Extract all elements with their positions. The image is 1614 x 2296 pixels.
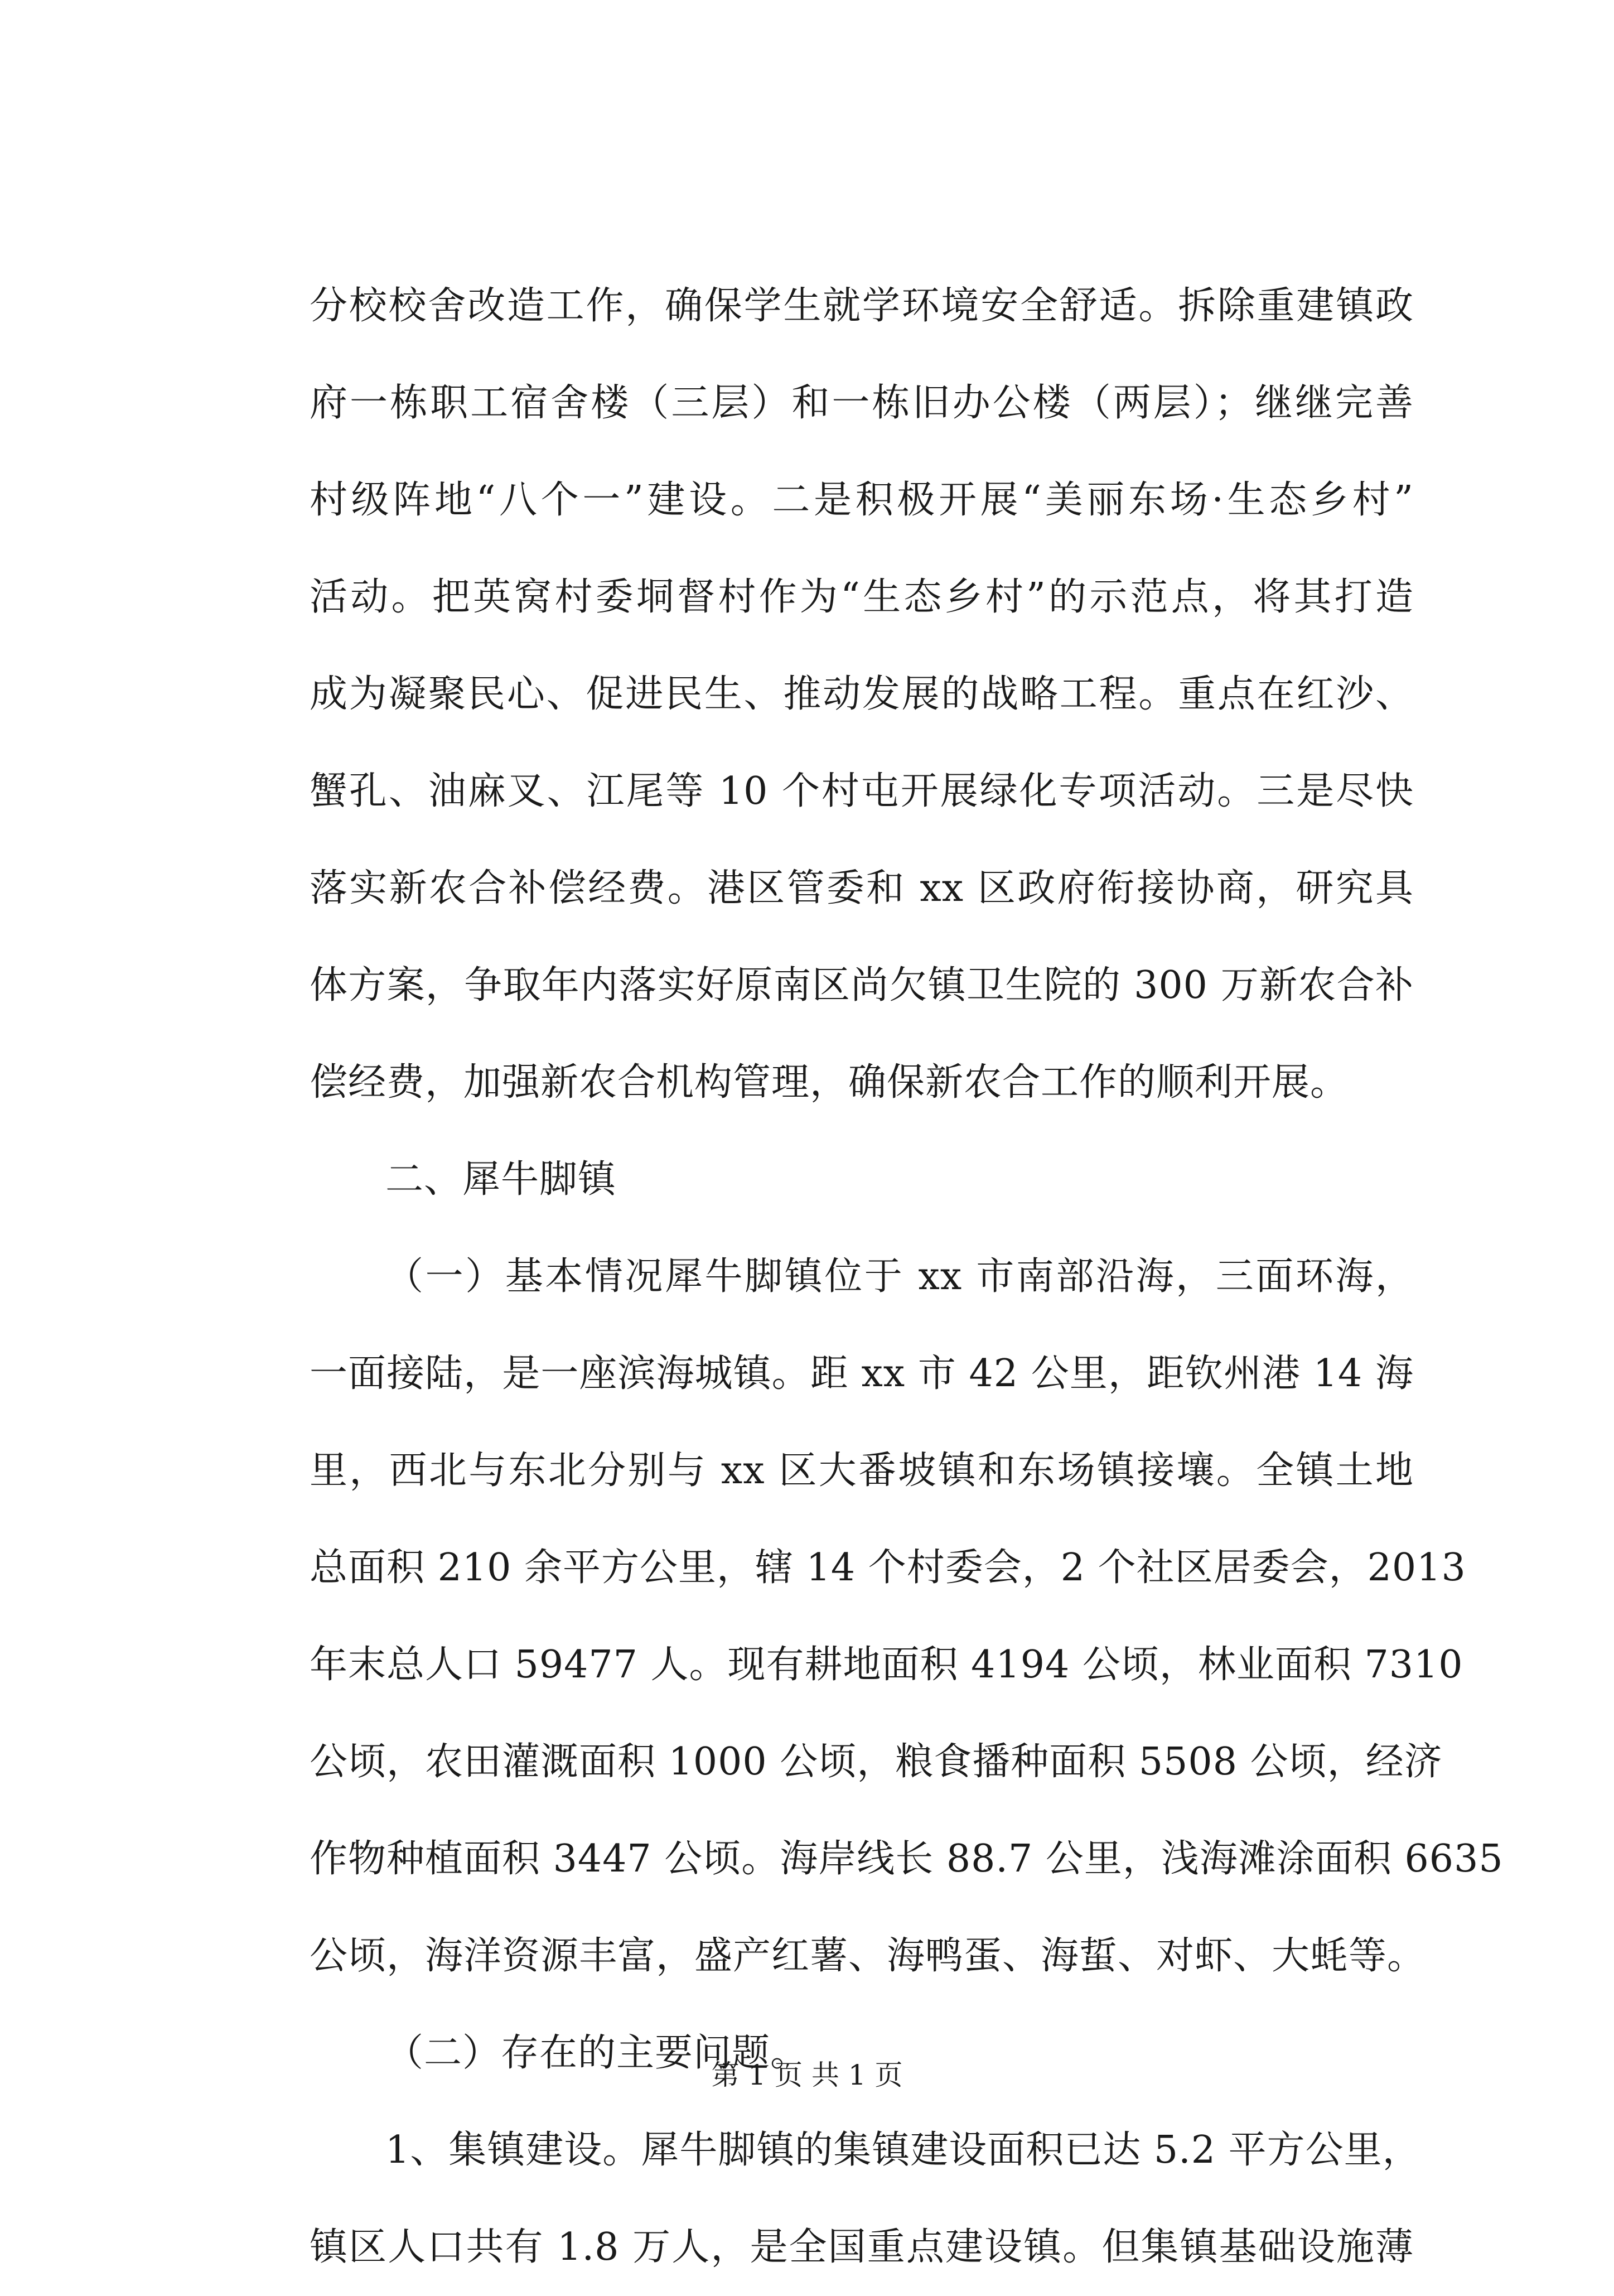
- section-heading: 二、犀牛脚镇: [385, 1157, 617, 1202]
- text-line: 府一栋职工宿舍楼（三层）和一栋旧办公楼（两层）；继继完善: [310, 381, 1414, 425]
- text-line: 村级阵地“八个一”建设。二是积极开展“美丽东场·生态乡村”: [310, 478, 1414, 522]
- text-line: 年末总人口 59477 人。现有耕地面积 4194 公顷，林业面积 7310: [310, 1643, 1463, 1687]
- text-line: 公顷，海洋资源丰富，盛产红薯、海鸭蛋、海蜇、对虾、大蚝等。: [310, 1934, 1426, 1978]
- text-line: 落实新农合补偿经费。港区管委和 xx 区政府衔接协商，研究具: [310, 866, 1414, 910]
- text-line: 里，西北与东北分别与 xx 区大番坡镇和东场镇接壤。全镇土地: [310, 1449, 1414, 1493]
- text-line: 1、集镇建设。犀牛脚镇的集镇建设面积已达 5.2 平方公里，: [385, 2128, 1421, 2172]
- text-line: （一）基本情况犀牛脚镇位于 xx 市南部沿海，三面环海，: [385, 1255, 1414, 1299]
- text-line: 分校校舍改造工作，确保学生就学环境安全舒适。拆除重建镇政: [310, 284, 1414, 328]
- text-line: 镇区人口共有 1.8 万人，是全国重点建设镇。但集镇基础设施薄: [310, 2225, 1414, 2269]
- page-footer: 第 1 页 共 1 页: [711, 2059, 903, 2091]
- text-line: 蟹孔、油麻叉、江尾等 10 个村屯开展绿化专项活动。三是尽快: [310, 769, 1414, 813]
- text-line: 一面接陆，是一座滨海城镇。距 xx 市 42 公里，距钦州港 14 海: [310, 1352, 1414, 1396]
- text-line: 总面积 210 余平方公里，辖 14 个村委会，2 个社区居委会，2013: [310, 1546, 1466, 1590]
- text-line: 作物种植面积 3447 公顷。海岸线长 88.7 公里，浅海滩涂面积 6635: [310, 1837, 1504, 1881]
- body-text: [310, 258, 1504, 2296]
- text-line: 公顷，农田灌溉面积 1000 公顷，粮食播种面积 5508 公顷，经济: [310, 1740, 1443, 1784]
- subsection-heading: （二）存在的主要问题。: [385, 2031, 809, 2075]
- text-line: 成为凝聚民心、促进民生、推动发展的战略工程。重点在红沙、: [310, 672, 1414, 716]
- text-line: 偿经费，加强新农合机构管理，确保新农合工作的顺利开展。: [310, 1060, 1349, 1104]
- text-line: 体方案，争取年内落实好原南区尚欠镇卫生院的 300 万新农合补: [310, 963, 1414, 1007]
- text-line: 活动。把英窝村委垌督村作为“生态乡村”的示范点，将其打造: [310, 575, 1414, 619]
